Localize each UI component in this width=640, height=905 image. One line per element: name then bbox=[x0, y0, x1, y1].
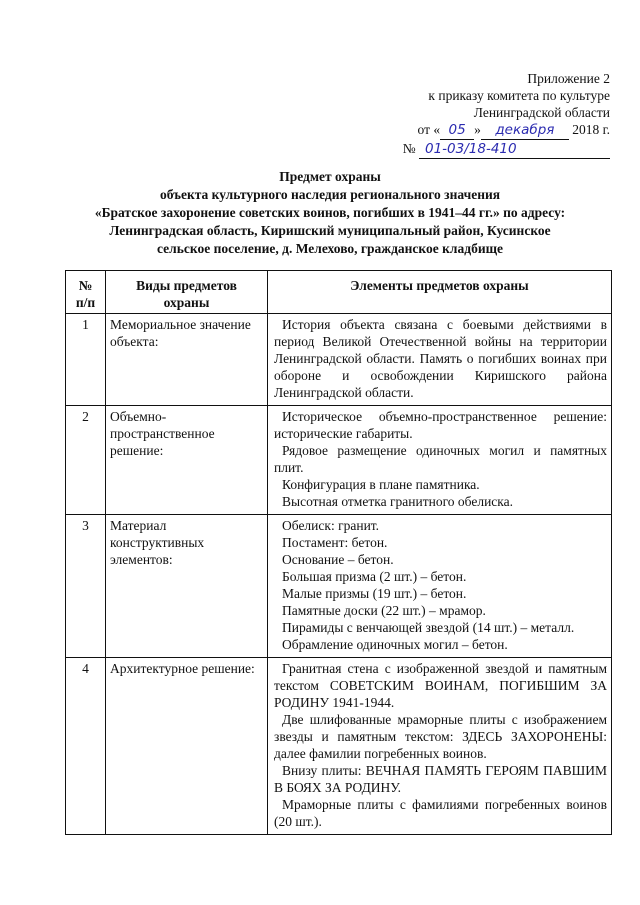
table-row bbox=[66, 314, 612, 406]
element-text: Большая призма (2 шт.) – бетон. bbox=[282, 569, 467, 584]
element-text: Постамент: бетон. bbox=[282, 535, 388, 550]
appendix-header bbox=[310, 70, 610, 159]
element-text: Пирамиды с венчающей звездой (14 шт.) – металл. bbox=[282, 620, 575, 635]
element-text: Мраморные плиты с фамилиями погребенных воинов (20 шт.). bbox=[274, 797, 607, 829]
element-text: Памятные доски (22 шт.) – мрамор. bbox=[282, 603, 486, 618]
row-elements bbox=[268, 658, 612, 835]
row-kind: Объемно-пространственное решение: bbox=[106, 406, 268, 515]
element-text: Обрамление одиночных могил – бетон. bbox=[282, 637, 508, 652]
element-text: Основание – бетон. bbox=[282, 552, 394, 567]
row-kind: Мемориальное значение объекта: bbox=[106, 314, 268, 406]
number-handwritten: 01-03/18-410 bbox=[419, 141, 610, 159]
appendix-title: Приложение 2 bbox=[527, 71, 610, 86]
row-elements bbox=[268, 406, 612, 515]
row-elements bbox=[268, 314, 612, 406]
row-number: 3 bbox=[66, 515, 106, 658]
document-title bbox=[60, 168, 600, 258]
row-kind: Архитектурное решение: bbox=[106, 658, 268, 835]
table-row bbox=[66, 515, 612, 658]
header-number-line2: п/п bbox=[75, 295, 96, 310]
element-text: История объекта связана с боевыми действиями в период Великой Отечественной войны на территории Ленинградской области. Память о погибших воинах при обороне и освобождении Киришского района Ленинградской области. bbox=[274, 317, 607, 400]
row-elements bbox=[268, 515, 612, 658]
date-year: 2018 г. bbox=[572, 122, 610, 137]
date-day-handwritten: 05 bbox=[440, 122, 474, 140]
header-kind-line2: охраны bbox=[163, 295, 210, 310]
header-number bbox=[66, 271, 106, 314]
table-header-row bbox=[66, 271, 612, 314]
element-text: Внизу плиты: ВЕЧНАЯ ПАМЯТЬ ГЕРОЯМ ПАВШИМ В БОЯХ ЗА РОДИНУ. bbox=[274, 763, 607, 795]
element-text: Обелиск: гранит. bbox=[282, 518, 380, 533]
row-number: 4 bbox=[66, 658, 106, 835]
number-prefix: № bbox=[402, 141, 416, 156]
row-number: 2 bbox=[66, 406, 106, 515]
element-text: Малые призмы (19 шт.) – бетон. bbox=[282, 586, 467, 601]
header-elements: Элементы предметов охраны bbox=[268, 271, 612, 314]
date-mid: » bbox=[474, 122, 481, 137]
row-number: 1 bbox=[66, 314, 106, 406]
title-line-3: «Братское захоронение советских воинов, погибших в 1941–44 гг.» по адресу: bbox=[94, 205, 566, 220]
protection-table bbox=[65, 270, 612, 835]
header-number-line1: № bbox=[78, 278, 93, 293]
element-text: Конфигурация в плане памятника. bbox=[282, 477, 480, 492]
table-row bbox=[66, 658, 612, 835]
element-text: Историческое объемно-пространственное решение: исторические габариты. bbox=[274, 409, 607, 441]
title-line-4: Ленинградская область, Киришский муниципальный район, Кусинское bbox=[109, 223, 551, 238]
appendix-date bbox=[310, 121, 610, 140]
row-kind: Материал конструктивных элементов: bbox=[106, 515, 268, 658]
appendix-region: Ленинградской области bbox=[473, 105, 610, 120]
element-text: Гранитная стена с изображенной звездой и памятным текстом СОВЕТСКИМ ВОИНАМ, ПОГИБШИМ ЗА РОДИНУ 1941-1944. bbox=[274, 661, 607, 710]
title-line-2: объекта культурного наследия регионального значения bbox=[159, 187, 501, 202]
date-month-handwritten: декабря bbox=[481, 122, 569, 140]
title-line-5: сельское поселение, д. Мелехово, гражданское кладбище bbox=[157, 241, 503, 256]
table-row bbox=[66, 406, 612, 515]
title-line-1: Предмет охраны bbox=[279, 169, 381, 184]
element-text: Рядовое размещение одиночных могил и памятных плит. bbox=[274, 443, 607, 475]
header-kind bbox=[106, 271, 268, 314]
date-prefix: от « bbox=[417, 122, 441, 137]
element-text: Высотная отметка гранитного обелиска. bbox=[282, 494, 514, 509]
header-kind-line1: Виды предметов bbox=[136, 278, 237, 293]
appendix-order-ref: к приказу комитета по культуре bbox=[428, 88, 610, 103]
element-text: Две шлифованные мраморные плиты с изображением звезды и памятным текстом: ЗДЕСЬ ЗАХОРОНЕНЫ: далее фамилии погребенных воинов. bbox=[274, 712, 607, 761]
appendix-number bbox=[310, 140, 610, 159]
